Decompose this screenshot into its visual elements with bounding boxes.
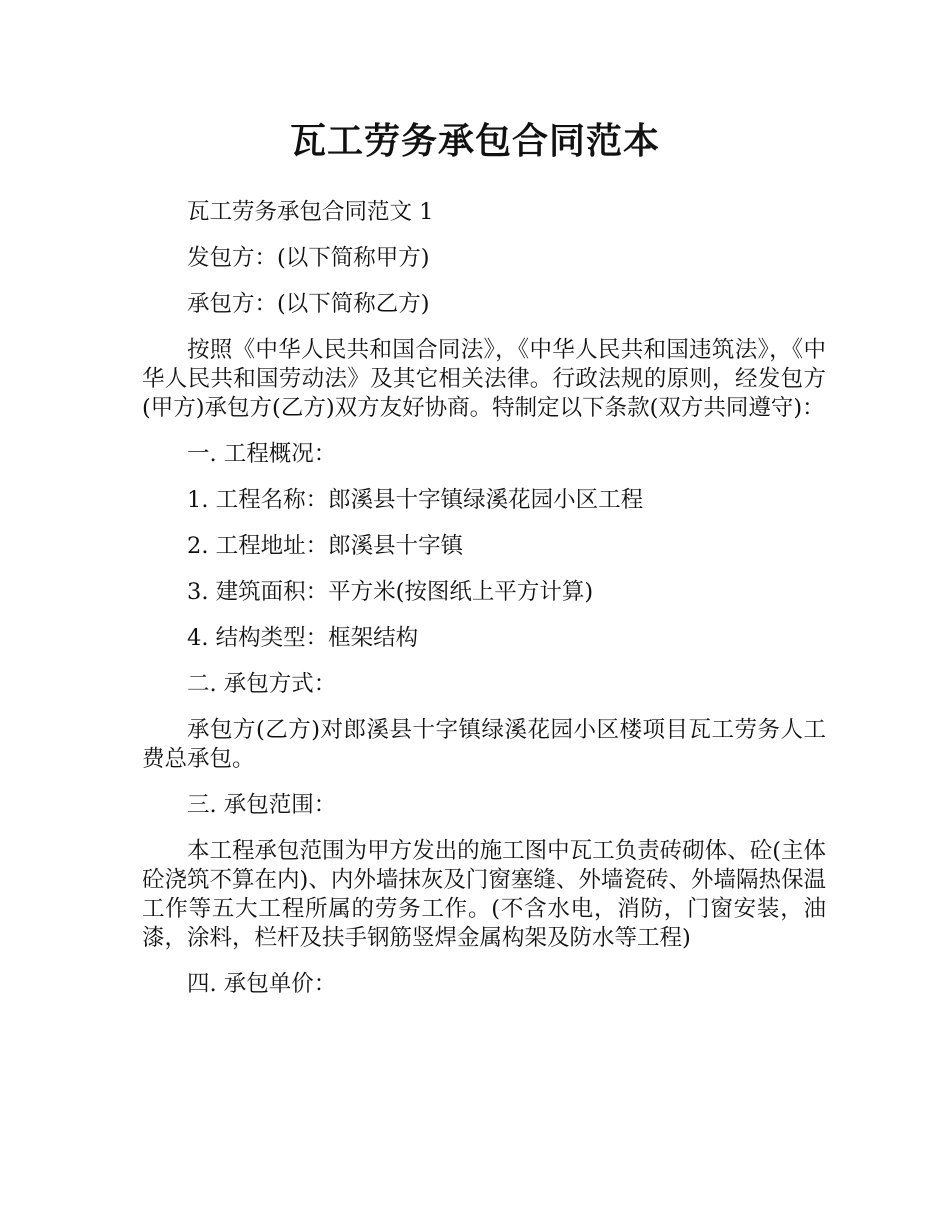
- paragraph-preamble: 按照《中华人民共和国合同法》，《中华人民共和国违筑法》，《中华人民共和国劳动法》及其它相关法律。行政法规的原则，经发包方(甲方)承包方(乙方)双方友好协商。特制定以下条款(双方共同遵守)：: [142, 337, 826, 421]
- list-item-structure-type: 4. 结构类型：框架结构: [187, 625, 419, 651]
- paragraph-party-b: 承包方：(以下简称乙方): [187, 291, 430, 317]
- section-heading-overview: 一. 工程概况：: [187, 441, 337, 467]
- list-item-project-name: 1. 工程名称：郎溪县十字镇绿溪花园小区工程: [187, 487, 644, 513]
- section-heading-contract-method: 二. 承包方式：: [187, 671, 337, 697]
- list-item-project-address: 2. 工程地址：郎溪县十字镇: [187, 533, 464, 559]
- paragraph-contract-method: 承包方(乙方)对郎溪县十字镇绿溪花园小区楼项目瓦工劳务人工费总承包。: [142, 717, 826, 772]
- document-body: [142, 198, 826, 1016]
- section-heading-unit-price: 四. 承包单价：: [187, 971, 337, 997]
- paragraph-contract-heading: 瓦工劳务承包合同范文 1: [187, 199, 434, 225]
- document-title: 瓦工劳务承包合同范本: [289, 121, 660, 162]
- section-heading-contract-scope: 三. 承包范围：: [187, 792, 337, 818]
- list-item-building-area: 3. 建筑面积：平方米(按图纸上平方计算): [187, 579, 594, 605]
- paragraph-party-a: 发包方：(以下简称甲方): [187, 245, 430, 271]
- paragraph-contract-scope: 本工程承包范围为甲方发出的施工图中瓦工负责砖砌体、砼(主体砼浇筑不算在内)、内外墙抹灰及门窗塞缝、外墙瓷砖、外墙隔热保温工作等五大工程所属的劳务工作。(不含水电，消防，门窗安装，油漆，涂料，栏杆及扶手钢筋竖焊金属构架及防水等工程): [142, 838, 826, 951]
